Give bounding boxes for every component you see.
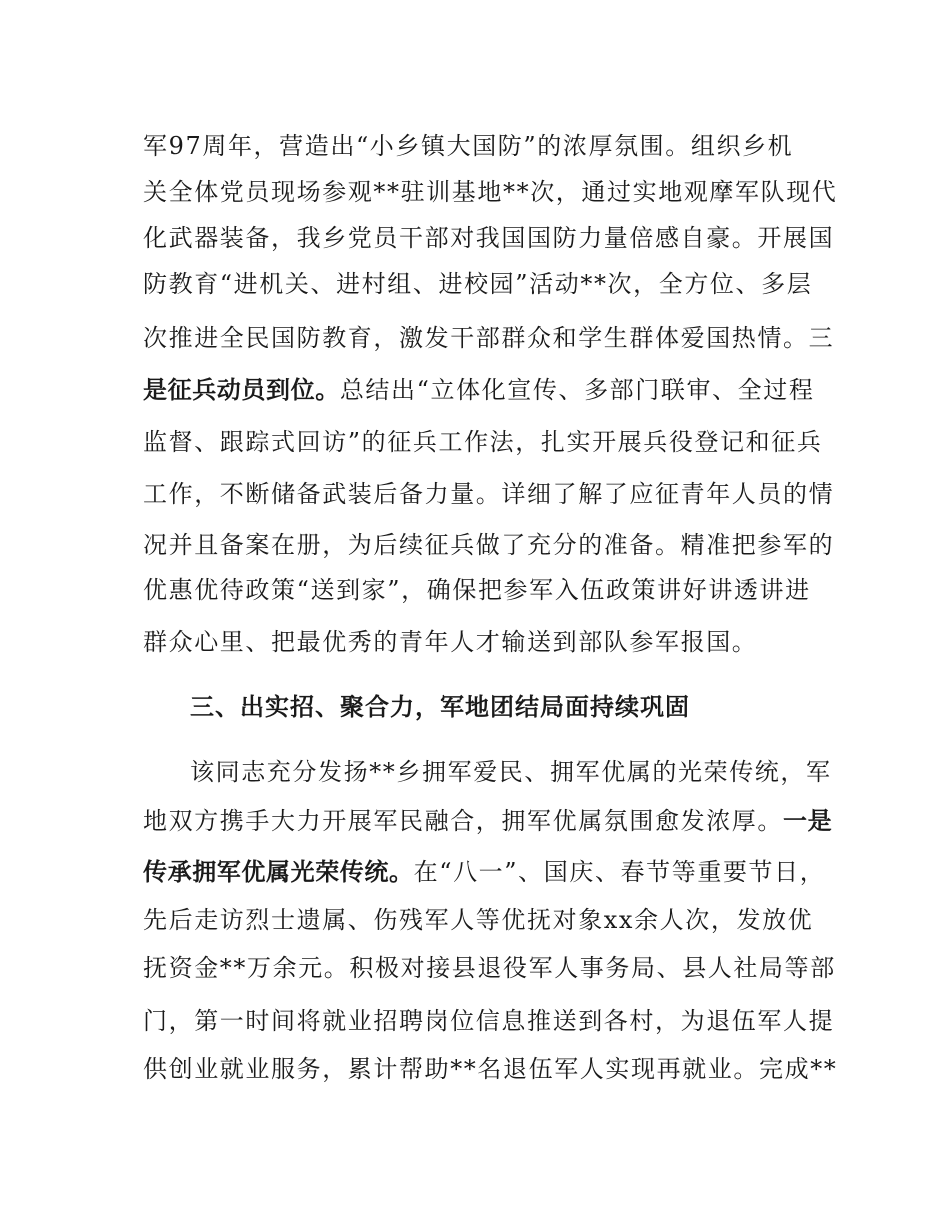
text-run: 监督、跟踪式回访”的征兵工作法，扎实开展兵役登记和征兵	[143, 428, 823, 456]
section-heading: 三、出实招、聚合力，军地团结局面持续巩固	[190, 693, 690, 721]
text-run: 抚资金**万余元。积极对接县退役军人事务局、县人社局等部	[143, 954, 836, 982]
paragraph-line	[143, 1049, 838, 1089]
paragraph-line	[143, 126, 823, 166]
paragraph-line	[190, 752, 870, 792]
paragraph-line	[143, 318, 835, 358]
text-run: 军97周年，营造出“小乡镇大国防”的浓厚氛围。组织乡机	[143, 132, 794, 160]
bold-text-run: 一是	[783, 807, 833, 835]
text-run: 地双方携手大力开展军民融合，拥军优属氛围愈发浓厚。	[143, 807, 783, 835]
text-run: 在“八一”、国庆、春节等重要节日，	[413, 858, 826, 886]
text-run: 化武器装备，我乡党员干部对我国国防力量倍感自豪。开展国	[143, 224, 835, 252]
paragraph-line	[143, 525, 835, 565]
text-run: 群众心里、把最优秀的青年人才输送到部队参军报国。	[143, 628, 758, 656]
paragraph-line	[143, 1001, 835, 1041]
text-run: 先后走访烈士遗属、伤残军人等优抚对象xx余人次，发放优	[143, 906, 814, 934]
text-run: 总结出“立体化宣传、多部门联审、全过程	[339, 376, 815, 404]
text-run: 况并且备案在册，为后续征兵做了充分的准备。精准把参军的	[143, 531, 835, 559]
text-run: 防教育“进机关、进村组、进校园”活动**次，全方位、多层	[143, 270, 813, 298]
text-run: 关全体党员现场参观**驻训基地**次，通过实地观摩军队现代	[143, 178, 838, 206]
paragraph-line	[143, 622, 823, 662]
paragraph-line	[143, 570, 823, 610]
paragraph-line	[143, 422, 823, 462]
paragraph-line	[143, 852, 826, 892]
text-run: 供创业就业服务，累计帮助**名退伍军人实现再就业。完成**	[143, 1055, 838, 1083]
text-run: 优惠优待政策“送到家”，确保把参军入伍政策讲好讲透讲进	[143, 576, 811, 604]
paragraph-line	[143, 172, 838, 212]
paragraph-line	[143, 474, 835, 514]
paragraph-line	[143, 801, 833, 841]
text-run: 该同志充分发扬**乡拥军爱民、拥军优属的光荣传统，军	[190, 758, 832, 786]
text-run: 工作，不断储备武装后备力量。详细了解了应征青年人员的情	[143, 480, 835, 508]
paragraph-line	[143, 370, 823, 410]
bold-text-run: 是征兵动员到位。	[143, 376, 340, 404]
text-run: 次推进全民国防教育，激发干部群众和学生群体爱国热情。三	[143, 324, 835, 352]
paragraph-line	[143, 948, 836, 988]
paragraph-line	[143, 218, 835, 258]
bold-text-run: 传承拥军优属光荣传统。	[143, 858, 414, 886]
paragraph-line	[143, 264, 823, 304]
text-run: 门，第一时间将就业招聘岗位信息推送到各村，为退伍军人提	[143, 1007, 835, 1035]
paragraph-line	[143, 900, 823, 940]
